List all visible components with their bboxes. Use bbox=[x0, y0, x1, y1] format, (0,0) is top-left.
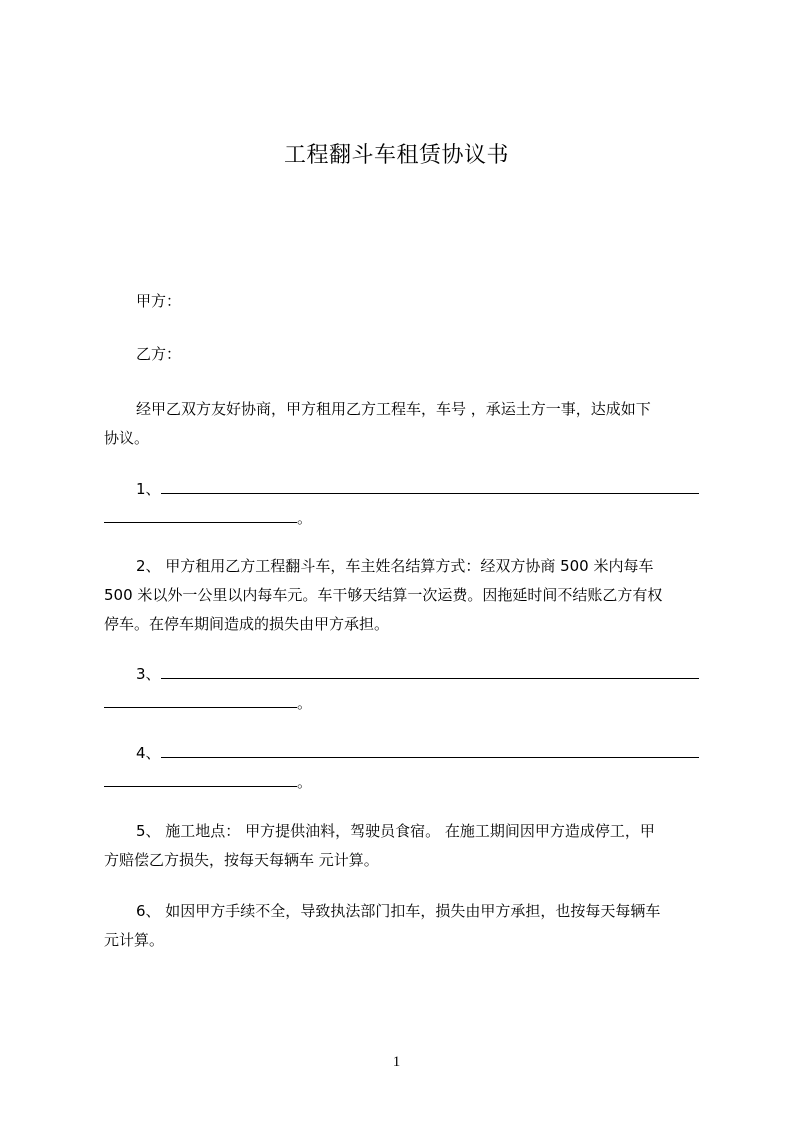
clause-4-blank-1 bbox=[161, 743, 699, 758]
clause-3 bbox=[104, 660, 704, 718]
clause-4-line-2 bbox=[104, 768, 704, 797]
clause-3-blank-1 bbox=[161, 664, 699, 679]
clause-3-blank-2 bbox=[104, 693, 297, 708]
clause-4-end: 。 bbox=[297, 773, 313, 791]
clause-2-line-2: 500 米以外一公里以内每车元。车干够天结算一次运费。因拖延时间不结账乙方有权 bbox=[104, 586, 663, 604]
clause-4-number: 4、 bbox=[136, 744, 161, 762]
clause-1 bbox=[104, 475, 704, 533]
intro-line-2: 协议。 bbox=[104, 429, 150, 447]
clause-2 bbox=[104, 552, 704, 639]
clause-2-line-1: 2、 甲方租用乙方工程翻斗车，车主姓名结算方式：经双方协商 500 米内每车 bbox=[136, 557, 654, 575]
clause-2-line-3: 停车。在停车期间造成的损失由甲方承担。 bbox=[104, 615, 390, 633]
clause-1-line-2 bbox=[104, 504, 704, 533]
clause-1-blank-2 bbox=[104, 508, 297, 523]
clause-5-line-2: 方赔偿乙方损失，按每天每辆车 元计算。 bbox=[104, 851, 379, 869]
clause-1-line-1 bbox=[104, 475, 704, 504]
clause-6-line-2: 元计算。 bbox=[104, 931, 165, 949]
clause-5-line-1: 5、 施工地点： 甲方提供油料，驾驶员食宿。 在施工期间因甲方造成停工，甲 bbox=[136, 822, 655, 840]
document-title: 工程翻斗车租赁协议书 bbox=[283, 143, 509, 168]
clause-4 bbox=[104, 739, 704, 797]
clause-3-line-1 bbox=[104, 660, 704, 689]
intro-paragraph bbox=[104, 395, 704, 453]
clause-1-number: 1、 bbox=[136, 480, 161, 498]
clause-6-line-1: 6、 如因甲方手续不全，导致执法部门扣车，损失由甲方承担，也按每天每辆车 bbox=[136, 902, 661, 920]
party-b-label: 乙方： bbox=[136, 345, 182, 363]
party-a-label: 甲方： bbox=[136, 292, 182, 310]
clause-1-blank-1 bbox=[161, 479, 699, 494]
intro-line-1: 经甲乙双方友好协商，甲方租用乙方工程车，车号 ，承运土方一事，达成如下 bbox=[136, 400, 651, 418]
page-number: 1 bbox=[392, 1054, 401, 1070]
clause-3-end: 。 bbox=[297, 694, 313, 712]
clause-3-line-2 bbox=[104, 689, 704, 718]
clause-4-line-1 bbox=[104, 739, 704, 768]
clause-6 bbox=[104, 897, 704, 955]
clause-1-end: 。 bbox=[297, 509, 313, 527]
clause-3-number: 3、 bbox=[136, 665, 161, 683]
clause-5 bbox=[104, 817, 704, 875]
clause-4-blank-2 bbox=[104, 772, 297, 787]
